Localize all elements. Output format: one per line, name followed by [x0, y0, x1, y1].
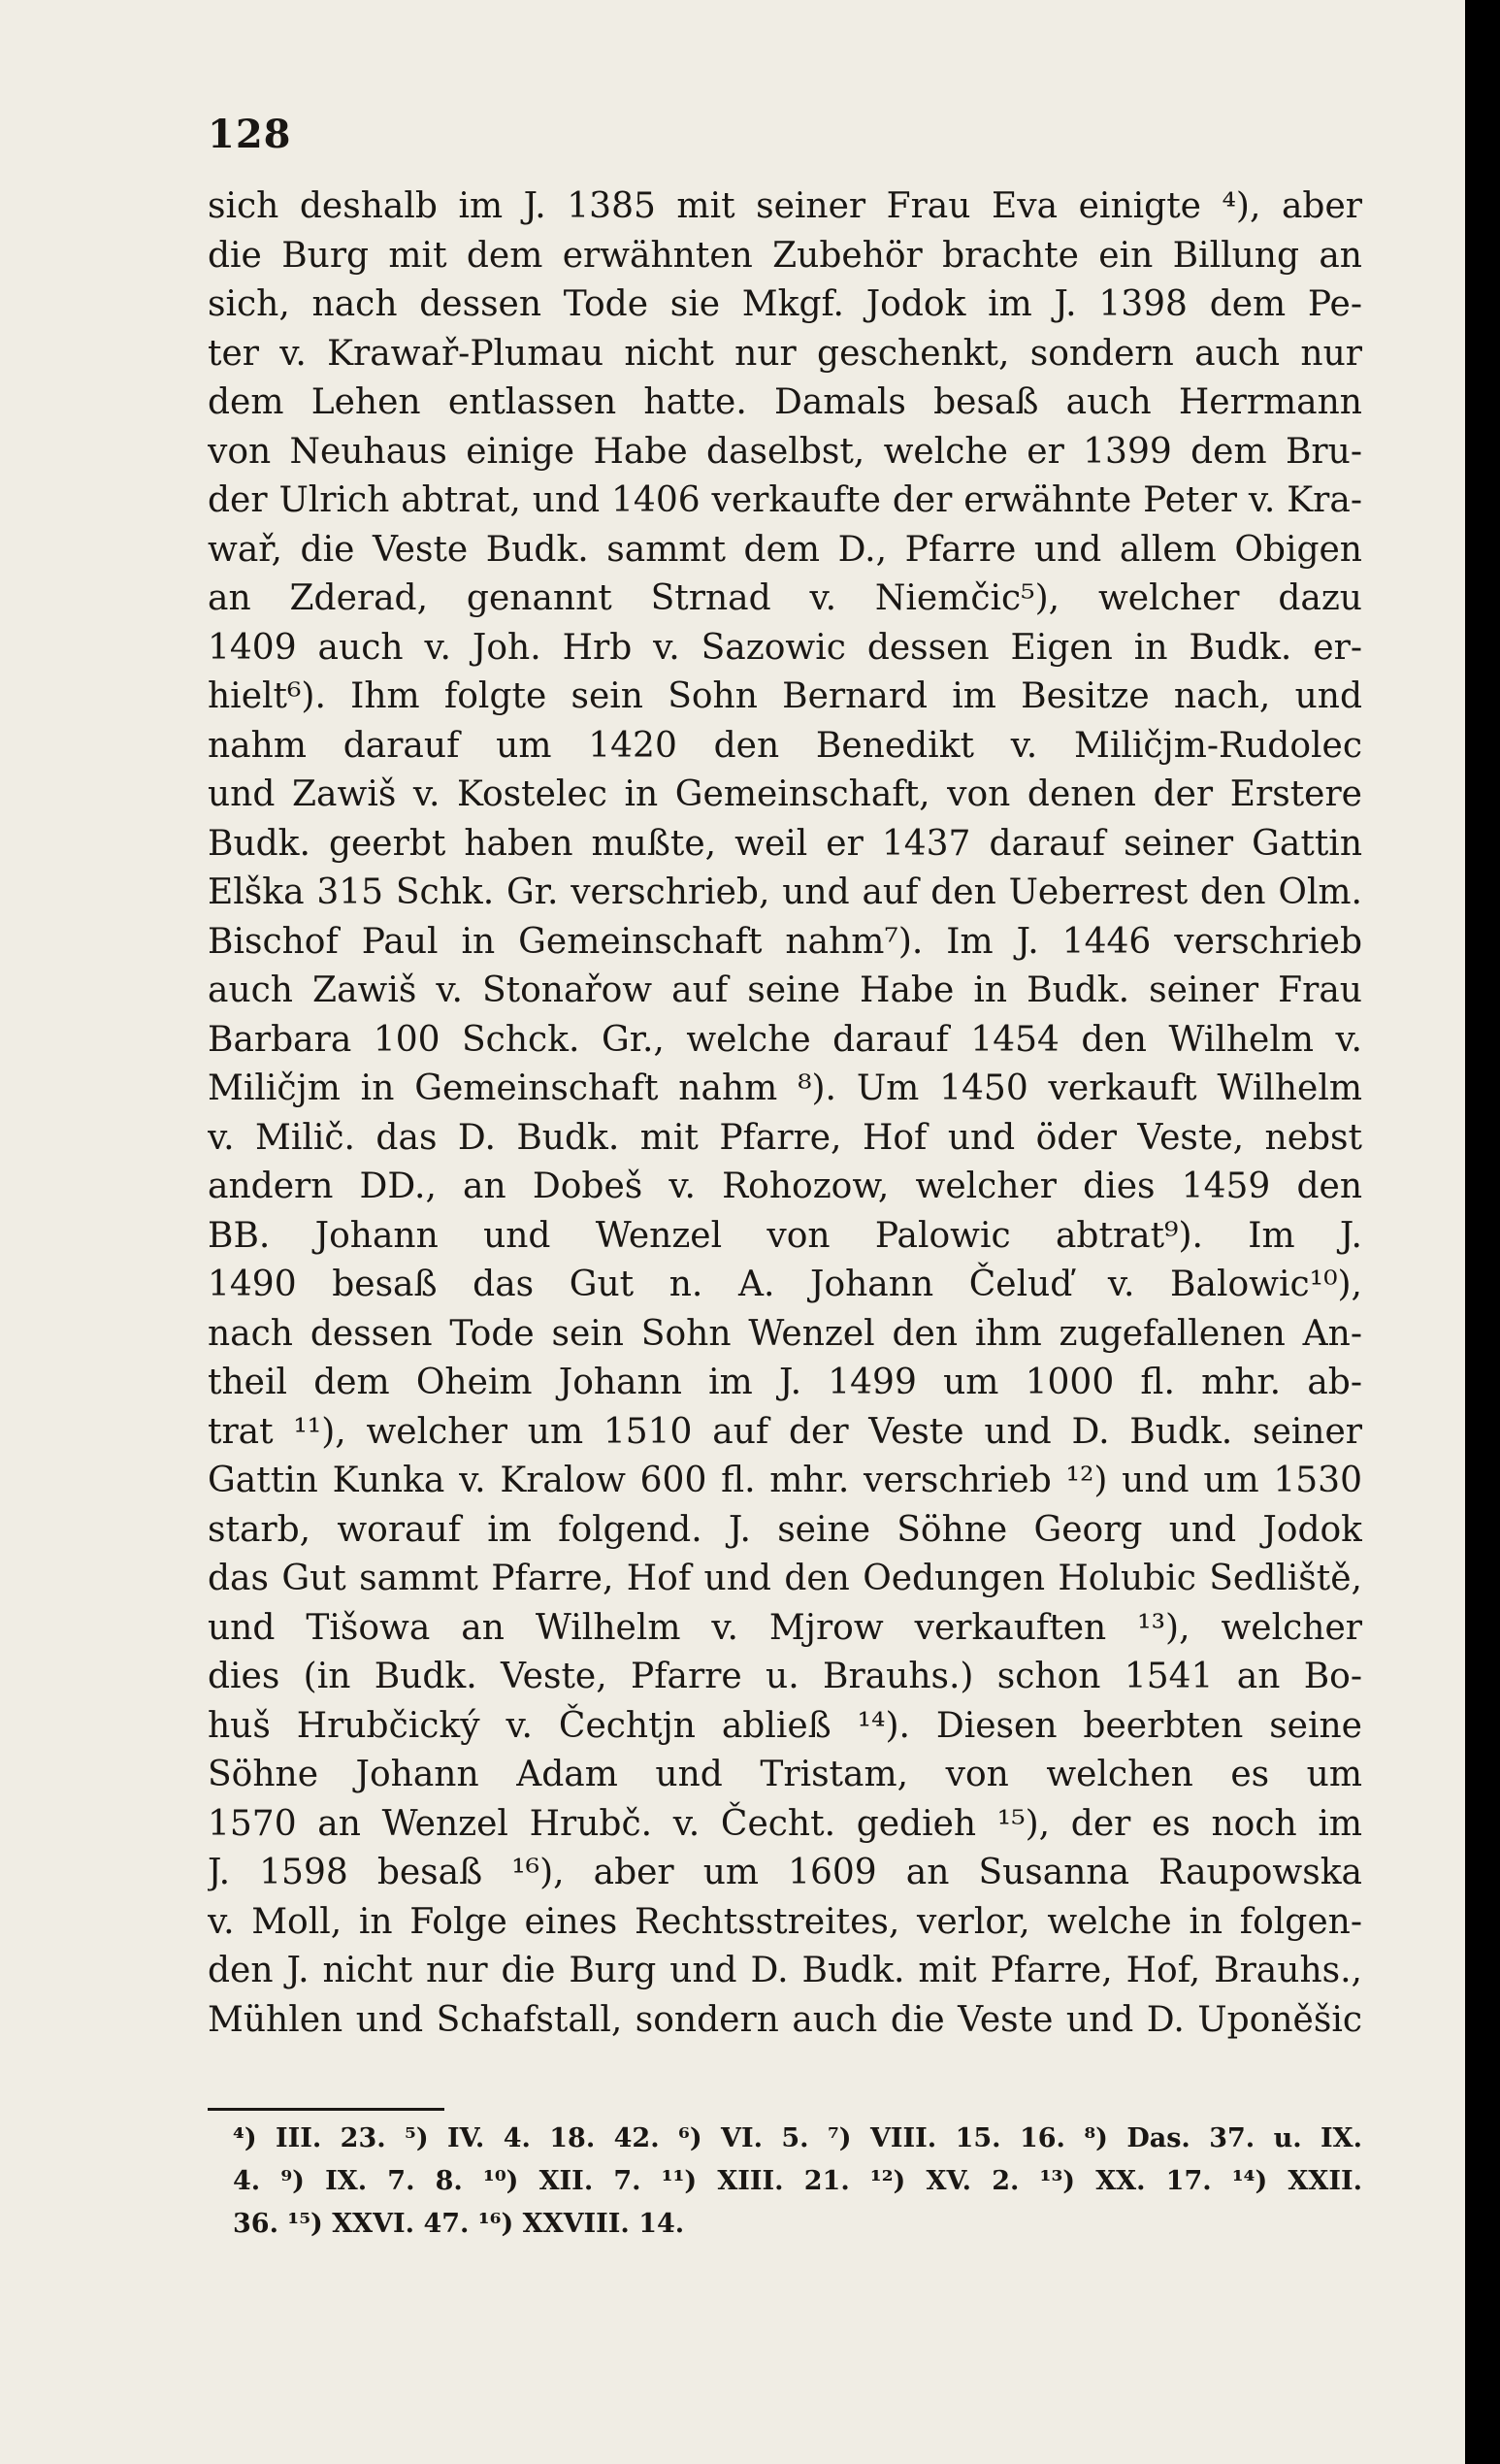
text-line: dies (in Budk. Veste, Pfarre u. Brauhs.) schon 1541 an Bo-	[208, 1657, 1362, 1696]
text-line: Bischof Paul in Gemeinschaft nahm⁷). Im J. 1446 verschrieb	[208, 921, 1362, 962]
text-line: Mühlen und Schafstall, sondern auch die Veste und D. Uponěšic	[208, 1999, 1362, 2040]
text-line: Barbara 100 Schck. Gr., welche darauf 1454 den Wilhelm v.	[208, 1019, 1362, 1060]
text-line: nach dessen Tode sein Sohn Wenzel den ihm zugefallenen An-	[208, 1313, 1362, 1354]
text-line: an Zderad, genannt Strnad v. Niemčic⁵), welcher dazu	[208, 578, 1362, 618]
text-line: Elška 315 Schk. Gr. verschrieb, und auf den Ueberrest den Olm.	[208, 872, 1362, 912]
text-line: von Neuhaus einige Habe daselbst, welche er 1399 dem Bru-	[208, 431, 1362, 472]
text-line: und Zawiš v. Kostelec in Gemeinschaft, von denen der Erstere	[208, 774, 1362, 814]
text-line: v. Milič. das D. Budk. mit Pfarre, Hof und öder Veste, nebst	[208, 1117, 1362, 1158]
text-line: Söhne Johann Adam und Tristam, von welchen es um	[208, 1755, 1362, 1794]
text-line: Miličjm in Gemeinschaft nahm ⁸). Um 1450 verkauft Wilhelm	[208, 1068, 1362, 1108]
text-line: andern DD., an Dobeš v. Rohozow, welcher dies 1459 den	[208, 1166, 1362, 1206]
text-line: das Gut sammt Pfarre, Hof und den Oedungen Holubic Sedliště,	[208, 1559, 1362, 1598]
text-line: und Tišowa an Wilhelm v. Mjrow verkauften ¹³), welcher	[208, 1607, 1362, 1648]
text-line: theil dem Oheim Johann im J. 1499 um 1000 fl. mhr. ab-	[208, 1363, 1362, 1402]
text-line: sich, nach dessen Tode sie Mkgf. Jodok im J. 1398 dem Pe-	[208, 284, 1362, 324]
footnote-line: ⁴) III. 23. ⁵) IV. 4. 18. 42. ⁶) VI. 5. ⁷) VIII. 15. 16. ⁸) Das. 37. u. IX.	[233, 2123, 1362, 2153]
footnote-divider	[208, 2108, 444, 2111]
text-line: BB. Johann und Wenzel von Palowic abtrat⁹). Im J.	[208, 1215, 1362, 1256]
text-line: starb, worauf im folgend. J. seine Söhne Georg und Jodok	[208, 1509, 1362, 1550]
page-number: 128	[208, 112, 292, 157]
body-text	[208, 182, 1362, 2045]
text-line: sich deshalb im J. 1385 mit seiner Frau Eva einigte ⁴), aber	[208, 186, 1362, 226]
text-line: trat ¹¹), welcher um 1510 auf der Veste und D. Budk. seiner	[208, 1411, 1362, 1452]
text-line: ter v. Krawař-Plumau nicht nur geschenkt, sondern auch nur	[208, 333, 1362, 374]
text-line: nahm darauf um 1420 den Benedikt v. Miličjm-Rudolec	[208, 725, 1362, 766]
text-line: auch Zawiš v. Stonařow auf seine Habe in Budk. seiner Frau	[208, 970, 1362, 1010]
text-line: Gattin Kunka v. Kralow 600 fl. mhr. verschrieb ¹²) und um 1530	[208, 1461, 1362, 1500]
text-line: J. 1598 besaß ¹⁶), aber um 1609 an Susanna Raupowska	[208, 1853, 1362, 1892]
scan-edge	[1465, 0, 1500, 2464]
text-line: 1570 an Wenzel Hrubč. v. Čecht. gedieh ¹⁵), der es noch im	[208, 1803, 1362, 1844]
text-line: 1409 auch v. Joh. Hrb v. Sazowic dessen Eigen in Budk. er-	[208, 627, 1362, 668]
text-line: die Burg mit dem erwähnten Zubehör brachte ein Billung an	[208, 235, 1362, 276]
text-line: huš Hrubčický v. Čechtjn abließ ¹⁴). Diesen beerbten seine	[208, 1705, 1362, 1746]
text-line: den J. nicht nur die Burg und D. Budk. mit Pfarre, Hof, Brauhs.,	[208, 1951, 1362, 1990]
text-line: wař, die Veste Budk. sammt dem D., Pfarre und allem Obigen	[208, 529, 1362, 570]
text-line: der Ulrich abtrat, und 1406 verkaufte der erwähnte Peter v. Kra-	[208, 480, 1362, 520]
footnote-line: 36. ¹⁵) XXVI. 47. ¹⁶) XXVIII. 14.	[233, 2209, 685, 2239]
footnote-line: 4. ⁹) IX. 7. 8. ¹⁰) XII. 7. ¹¹) XIII. 21. ¹²) XV. 2. ¹³) XX. 17. ¹⁴) XXII.	[233, 2166, 1362, 2196]
text-line: dem Lehen entlassen hatte. Damals besaß auch Herrmann	[208, 382, 1362, 422]
footnotes	[233, 2118, 1362, 2246]
text-line: v. Moll, in Folge eines Rechtsstreites, verlor, welche in folgen-	[208, 1901, 1362, 1942]
text-line: 1490 besaß das Gut n. A. Johann Čeluď v. Balowic¹⁰),	[208, 1265, 1362, 1304]
text-line: hielt⁶). Ihm folgte sein Sohn Bernard im Besitze nach, und	[208, 676, 1362, 716]
text-line: Budk. geerbt haben mußte, weil er 1437 darauf seiner Gattin	[208, 823, 1362, 864]
